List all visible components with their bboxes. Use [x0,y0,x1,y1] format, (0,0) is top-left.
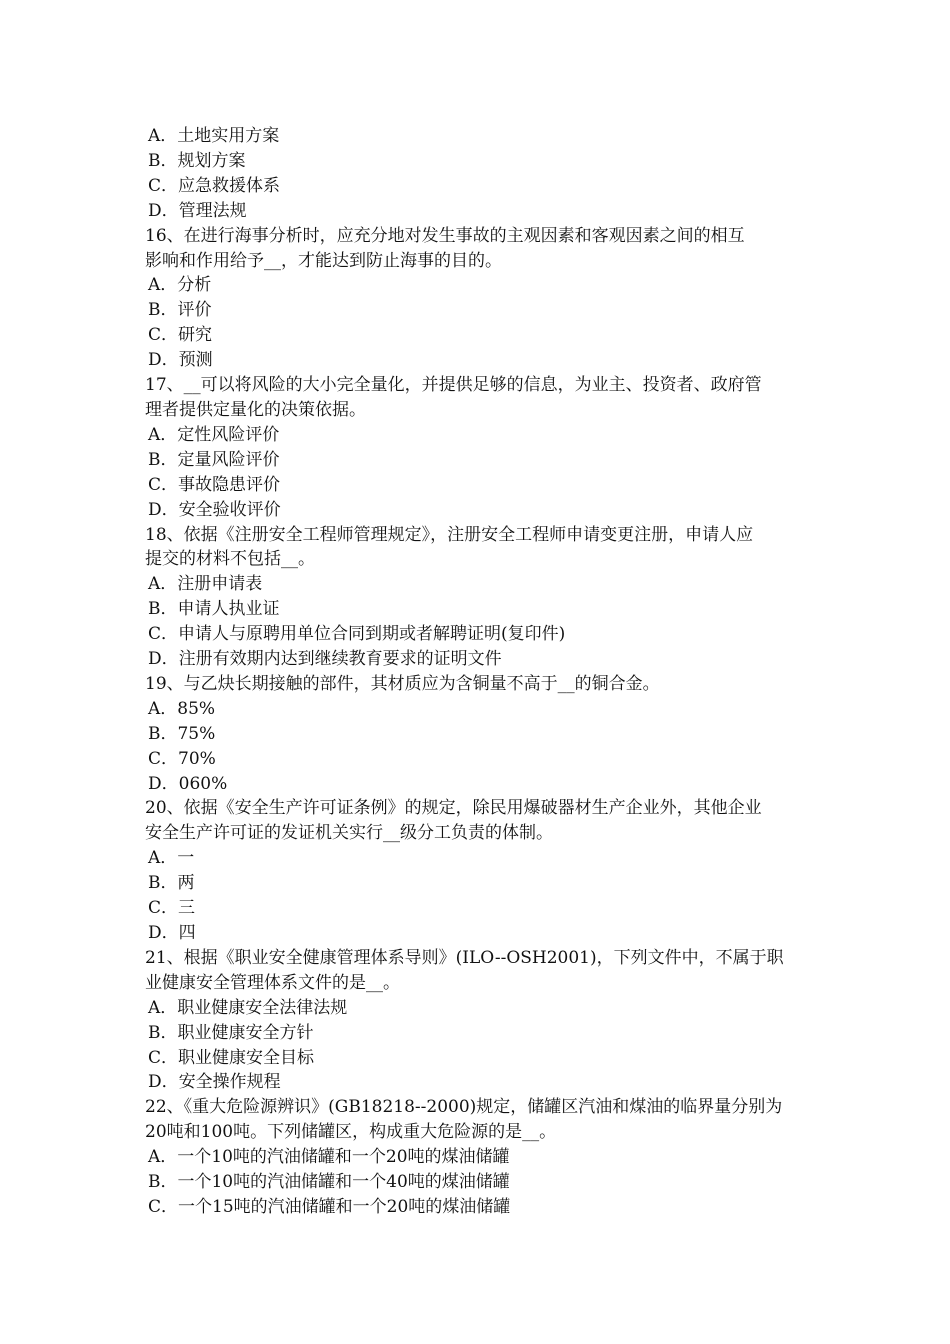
answer-option: B．定量风险评价 [148,449,280,470]
answer-option: C．职业健康安全目标 [148,1047,315,1068]
answer-option: C．三 [148,898,196,919]
answer-option: A．一 [148,848,195,869]
answer-option: D．预测 [148,350,213,371]
answer-option: A．分析 [148,275,212,296]
answer-option: A．定性风险评价 [148,424,280,445]
answer-option: A．土地实用方案 [148,126,280,146]
answer-option: D．注册有效期内达到继续教育要求的证明文件 [148,649,502,670]
question-text-line: 17、__可以将风险的大小完全量化，并提供足够的信息，为业主、投资者、政府管 [145,375,762,396]
answer-option: D．管理法规 [148,200,247,221]
question-text-line: 影响和作用给予__，才能达到防止海事的目的。 [145,250,502,271]
question-stem [145,946,810,996]
answer-option: D．安全操作规程 [148,1072,281,1093]
question-text-line: 16、在进行海事分析时，应充分地对发生事故的主观因素和客观因素之间的相互 [145,225,745,246]
question-text-line: 20吨和100吨。下列储罐区，构成重大危险源的是__。 [145,1122,557,1143]
question-text-line: 安全生产许可证的发证机关实行__级分工负责的体制。 [145,823,553,844]
question-text-line: 理者提供定量化的决策依据。 [145,399,366,420]
question-stem [145,523,810,573]
question-text-line: 业健康安全管理体系文件的是__。 [145,972,400,993]
answer-option: C．一个15吨的汽油储罐和一个20吨的煤油储罐 [148,1196,511,1217]
answer-option: B．职业健康安全方针 [148,1022,314,1043]
answer-option: A．85% [148,698,216,719]
question-text-line: 18、依据《注册安全工程师管理规定》，注册安全工程师申请变更注册，申请人应 [145,524,754,545]
answer-option: D．四 [148,923,196,943]
answer-option: D．060% [148,773,228,794]
answer-option: B．申请人执业证 [148,599,280,620]
question-stem [145,224,810,274]
answer-option: C．70% [148,748,216,769]
answer-option: C．研究 [148,325,213,346]
question-text-line: 20、依据《安全生产许可证条例》的规定，除民用爆破器材生产企业外，其他企业 [145,798,762,819]
answer-option: C．应急救援体系 [148,175,281,196]
answer-option: A．一个10吨的汽油储罐和一个20吨的煤油储罐 [148,1147,510,1168]
answer-option: D．安全验收评价 [148,499,281,520]
question-text-line: 19、与乙炔长期接触的部件，其材质应为含铜量不高于__的铜合金。 [145,673,660,694]
question-text-line: 22、《重大危险源辨识》(GB18218--2000)规定，储罐区汽油和煤油的临界量分别为 [145,1097,783,1118]
document-body [145,124,810,1220]
answer-option: B．一个10吨的汽油储罐和一个40吨的煤油储罐 [148,1172,510,1193]
question-stem [145,373,810,423]
answer-option: B．规划方案 [148,150,246,171]
answer-option: C．申请人与原聘用单位合同到期或者解聘证明(复印件) [148,624,566,645]
question-text-line: 提交的材料不包括__。 [145,549,315,570]
answer-option: C．事故隐患评价 [148,474,281,495]
answer-option: B．两 [148,873,195,894]
question-stem [145,796,810,846]
question-text-line: 21、根据《职业安全健康管理体系导则》(ILO--OSH2001)，下列文件中，不属于职 [145,947,784,968]
question-stem [145,672,810,697]
answer-option: B．评价 [148,300,212,321]
answer-option: B．75% [148,723,216,744]
question-stem [145,1095,810,1145]
answer-option: A．职业健康安全法律法规 [148,997,348,1018]
answer-option: A．注册申请表 [148,574,263,595]
